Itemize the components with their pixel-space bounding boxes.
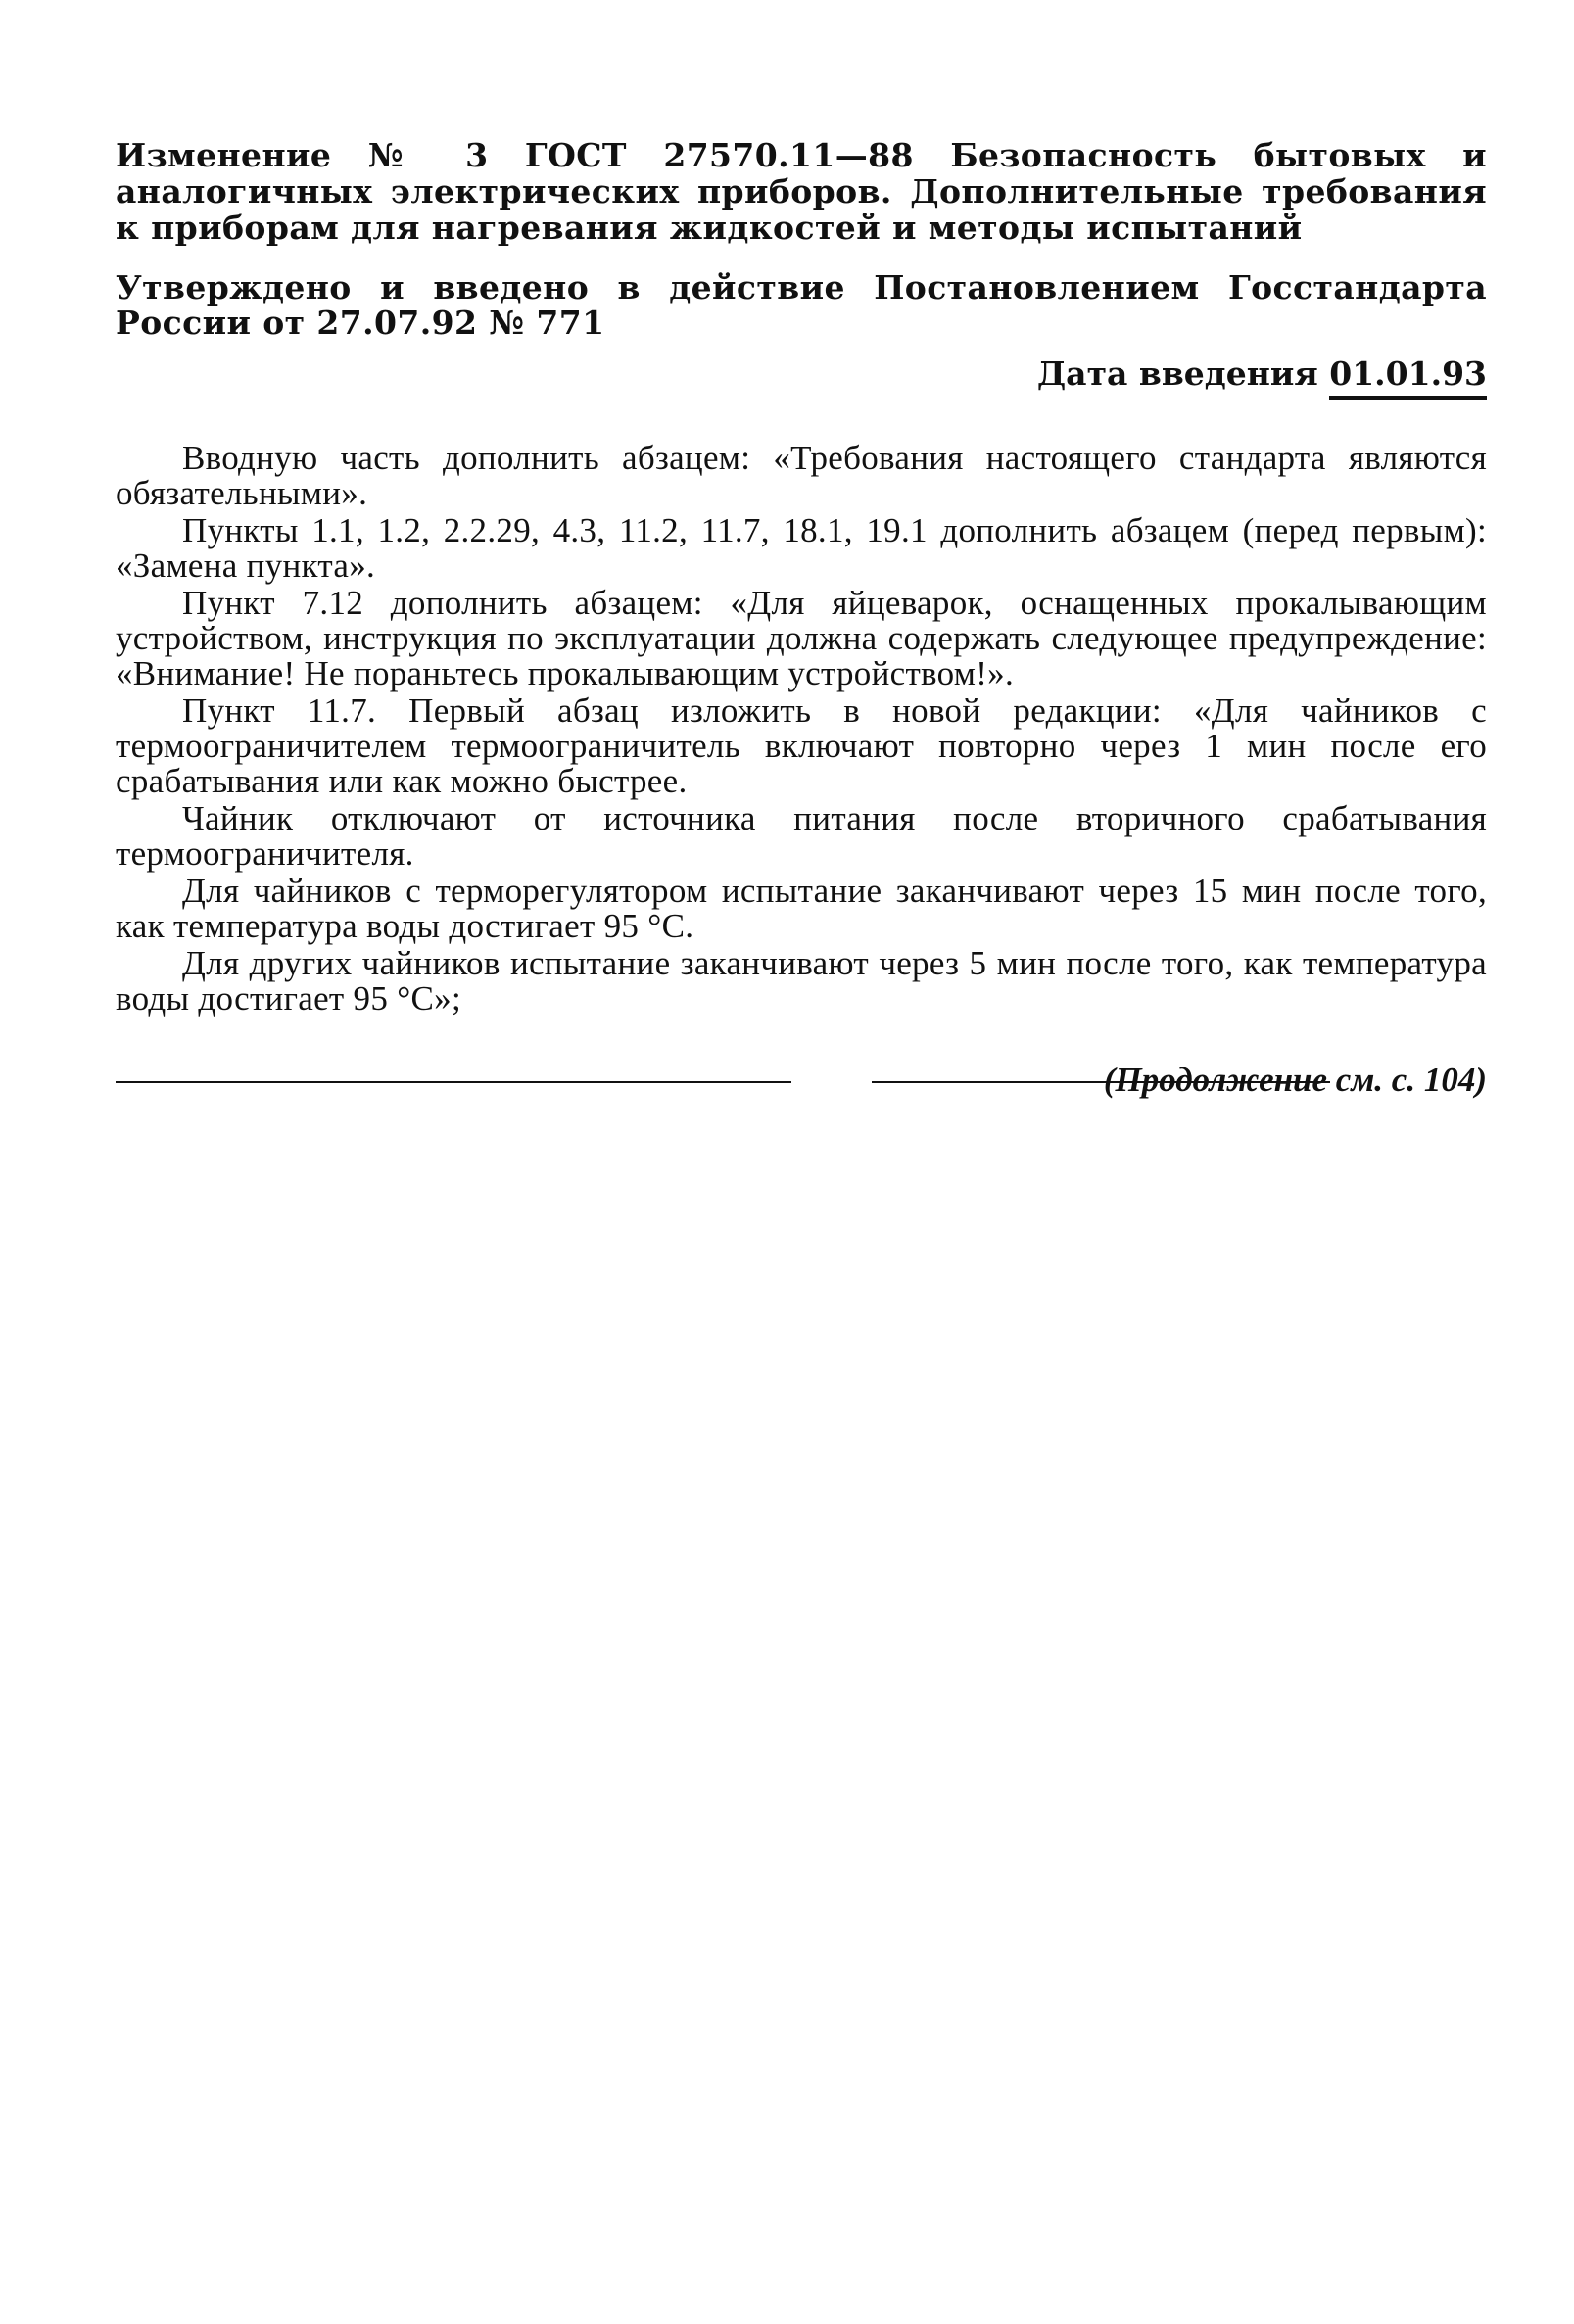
footer-rule-left: [116, 1081, 791, 1083]
paragraph: Чайник отключают от источника питания после вторичного срабатывания термоограничителя.: [116, 799, 1487, 873]
paragraph: Вводную часть дополнить абзацем: «Требования настоящего стандарта являются обязательными».: [116, 439, 1487, 512]
approval-statement: Утверждено и введено в действие Постановлением Госстандарта России от 27.07.92 № 771: [116, 268, 1487, 342]
effective-date: [116, 355, 1487, 400]
paragraph: Пункты 1.1, 1.2, 2.2.29, 4.3, 11.2, 11.7, 18.1, 19.1 дополнить абзацем (перед первым): «Замена пункта».: [116, 511, 1487, 585]
continuation-note: (Продолжение см. с. 104): [1103, 1061, 1487, 1099]
footer-rule-right: [872, 1081, 1330, 1083]
document-heading: Изменение № 3 ГОСТ 27570.11—88 Безопасность бытовых и аналогичных электрических приборов. Дополнительные требования к приборам для нагревания жидкостей и методы испытаний: [116, 136, 1487, 247]
document-page: [116, 137, 1487, 1100]
paragraph: Для чайников с терморегулятором испытание заканчивают через 15 мин после того, как температура воды достигает 95 °С.: [116, 872, 1487, 945]
document-body: [116, 441, 1487, 1017]
paragraph: Пункт 11.7. Первый абзац изложить в новой редакции: «Для чайников с термоограничителем термоограничитель включают повторно через 1 мин после его срабатывания или как можно быстрее.: [116, 691, 1487, 800]
paragraph: Пункт 7.12 дополнить абзацем: «Для яйцеварок, оснащенных прокалывающим устройством, инструкция по эксплуатации должна содержать следующее предупреждение: «Внимание! Не пораньтесь прокалывающим устройством!».: [116, 584, 1487, 692]
paragraph: Для других чайников испытание заканчивают через 5 мин после того, как температура воды достигает 95 °С»;: [116, 944, 1487, 1018]
effective-date-value: 01.01.93: [1329, 355, 1487, 400]
effective-date-label: Дата введения: [1036, 355, 1318, 393]
